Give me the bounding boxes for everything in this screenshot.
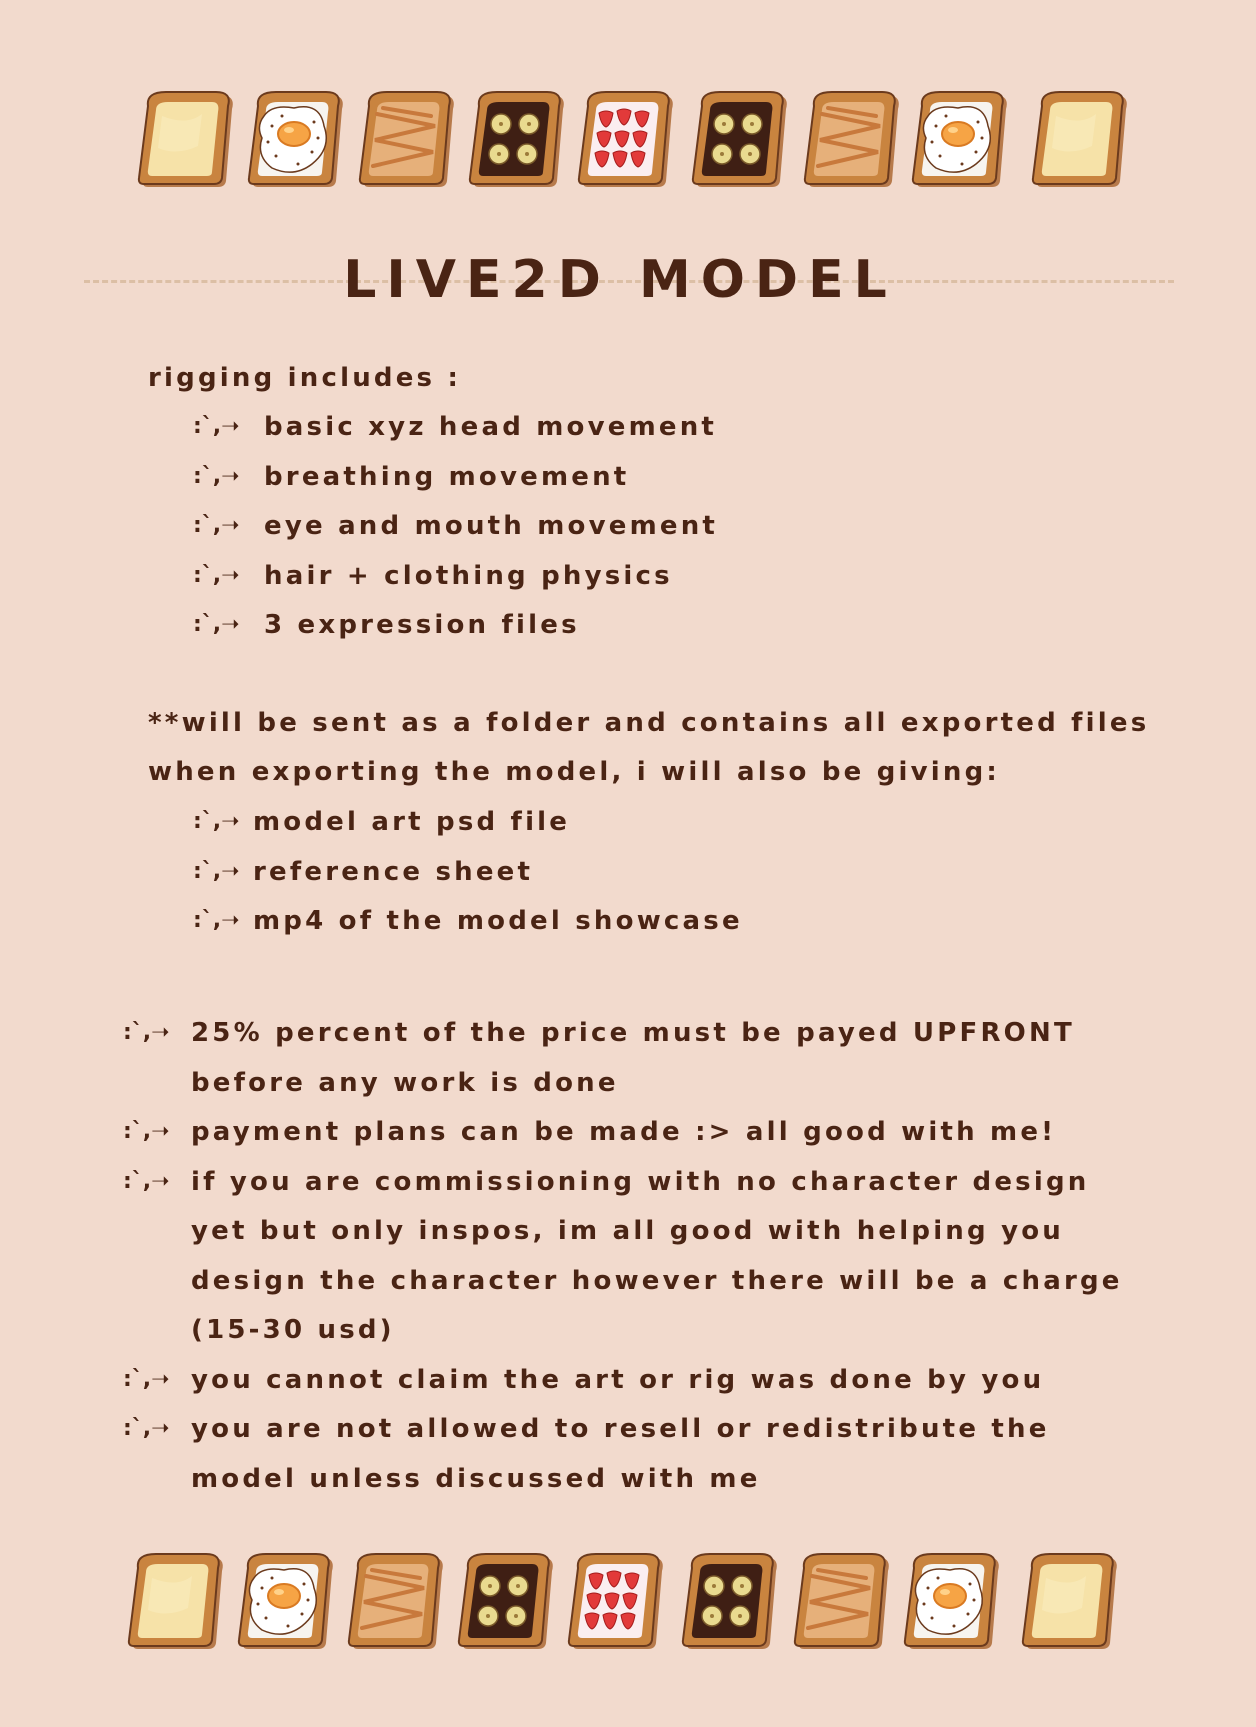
toast-strawberry-icon — [562, 1548, 668, 1652]
rigging-bullet-icon: :`,➝ — [193, 612, 240, 637]
rigging-item: 3 expression files — [264, 610, 580, 640]
term-line: design the character however there will be a charge — [191, 1265, 1123, 1296]
toast-plain-icon — [122, 1548, 228, 1652]
rigging-item: eye and mouth movement — [264, 511, 719, 541]
term-line: yet but only inspos, im all good with helping you — [191, 1216, 1064, 1246]
toast-egg-icon — [898, 1548, 1004, 1652]
toast-strawberry-icon — [572, 86, 678, 190]
toast-plain-icon — [1026, 86, 1132, 190]
top-toast-border — [0, 86, 1256, 206]
rigging-item: basic xyz head movement — [264, 412, 718, 442]
term-line: (15-30 usd) — [191, 1315, 395, 1345]
toast-egg-icon — [242, 86, 348, 190]
term-line: if you are commissioning with no character design — [191, 1166, 1090, 1197]
term-bullet-icon: :`,➝ — [123, 1366, 170, 1392]
toast-egg-icon — [232, 1548, 338, 1652]
rigging-item: hair + clothing physics — [264, 560, 673, 591]
export-note-line-1: **will be sent as a folder and contains all exported files — [148, 708, 1150, 738]
toast-banana-choc-icon — [452, 1548, 558, 1652]
toast-caramel-icon — [342, 1548, 448, 1652]
export-bullet-icon: :`,➝ — [193, 908, 240, 933]
export-bullet-icon: :`,➝ — [193, 858, 240, 884]
term-line: model unless discussed with me — [191, 1463, 761, 1494]
toast-banana-choc-icon — [686, 86, 792, 190]
toast-egg-icon — [906, 86, 1012, 190]
toast-plain-icon — [1016, 1548, 1122, 1652]
export-item: model art psd file — [253, 807, 571, 837]
title-area — [0, 240, 1256, 320]
toast-caramel-icon — [788, 1548, 894, 1652]
term-bullet-icon: :`,➝ — [123, 1020, 170, 1045]
export-bullet-icon: :`,➝ — [193, 809, 240, 834]
term-line: before any work is done — [191, 1067, 619, 1098]
toast-caramel-icon — [353, 86, 459, 190]
toast-plain-icon — [132, 86, 238, 190]
rigging-bullet-icon: :`,➝ — [193, 513, 240, 538]
term-line: 25% percent of the price must be payed UPFRONT — [191, 1018, 1075, 1048]
rigging-item: breathing movement — [264, 461, 630, 492]
export-item: mp4 of the model showcase — [253, 906, 743, 936]
toast-caramel-icon — [798, 86, 904, 190]
term-bullet-icon: :`,➝ — [123, 1119, 170, 1144]
term-bullet-icon: :`,➝ — [123, 1168, 170, 1194]
rigging-bullet-icon: :`,➝ — [193, 414, 240, 439]
rigging-bullet-icon: :`,➝ — [193, 463, 240, 489]
export-item: reference sheet — [253, 856, 534, 887]
toast-banana-choc-icon — [676, 1548, 782, 1652]
rigging-bullet-icon: :`,➝ — [193, 562, 240, 588]
term-bullet-icon: :`,➝ — [123, 1416, 170, 1441]
term-line: payment plans can be made :> all good with me! — [191, 1117, 1057, 1147]
toast-banana-choc-icon — [463, 86, 569, 190]
page-title: LIVE2D MODEL — [343, 250, 897, 310]
bottom-toast-border — [0, 1548, 1256, 1668]
rigging-heading: rigging includes : — [148, 363, 462, 393]
term-line: you are not allowed to resell or redistribute the — [191, 1414, 1050, 1444]
term-line: you cannot claim the art or rig was done by you — [191, 1364, 1045, 1395]
export-note-line-2: when exporting the model, i will also be giving: — [148, 757, 1001, 787]
